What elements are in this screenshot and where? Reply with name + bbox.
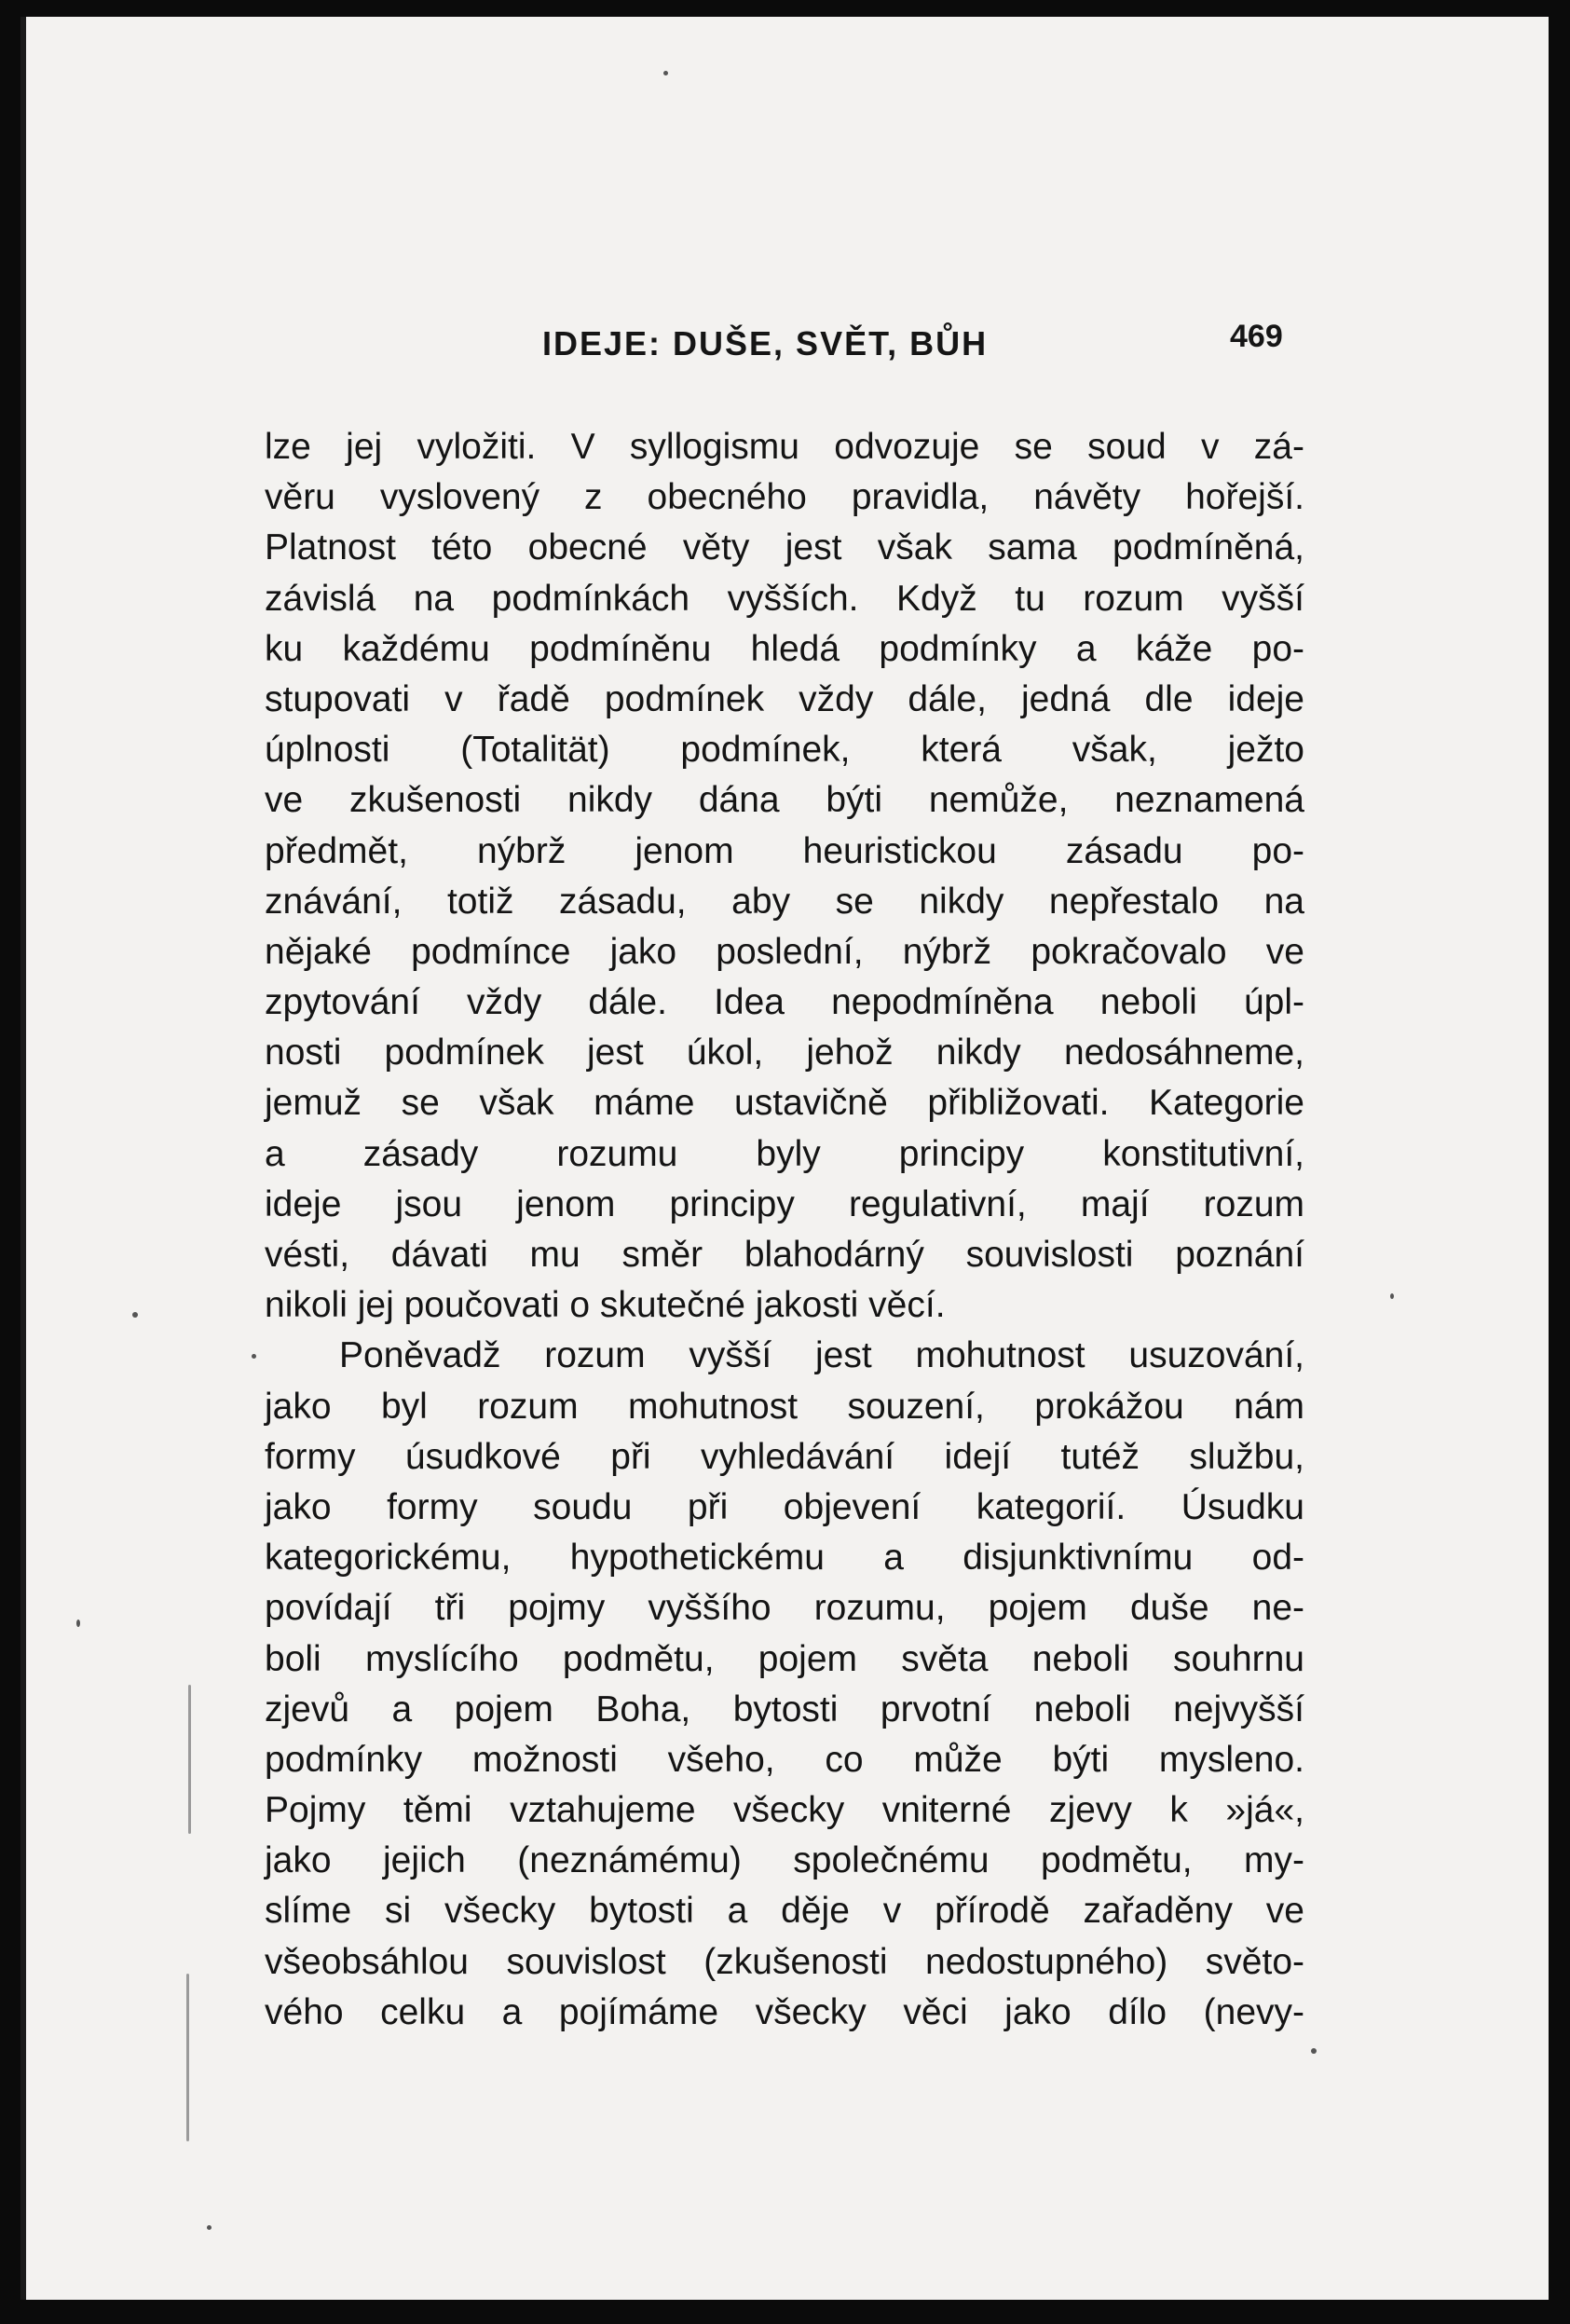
text-line: a zásady rozumu byly principy konstitutivní, (265, 1133, 1304, 1174)
scan-speck (186, 1974, 189, 2141)
text-line: vého celku a pojímáme všecky věci jako dílo (nevy- (265, 1991, 1304, 2032)
text-line: stupovati v řadě podmínek vždy dále, jedná dle ideje (265, 678, 1304, 719)
text-line: všeobsáhlou souvislost (zkušenosti nedostupného) světo- (265, 1941, 1304, 1982)
text-line: závislá na podmínkách vyšších. Když tu rozum vyšší (265, 578, 1304, 619)
text-line: znávání, totiž zásadu, aby se nikdy nepřestalo na (265, 881, 1304, 922)
text-line: zpytování vždy dále. Idea nepodmíněna neboli úpl- (265, 982, 1304, 1023)
text-line: Poněvadž rozum vyšší jest mohutnost usuzování, (339, 1335, 1304, 1376)
page-number: 469 (1230, 319, 1283, 354)
text-line: kategorickému, hypothetickému a disjunktivnímu od- (265, 1538, 1304, 1579)
text-line: Platnost této obecné věty jest však sama podmíněná, (265, 527, 1304, 568)
text-line: jako byl rozum mohutnost souzení, prokážou nám (265, 1386, 1304, 1427)
scan-speck (1390, 1293, 1394, 1299)
text-line: předmět, nýbrž jenom heuristickou zásadu po- (265, 830, 1304, 871)
text-line: věru vyslovený z obecného pravidla, návěty hořejší. (265, 477, 1304, 518)
scan-speck (132, 1312, 138, 1318)
text-line: slíme si všecky bytosti a děje v přírodě zařaděny ve (265, 1891, 1304, 1932)
text-line: nosti podmínek jest úkol, jehož nikdy nedosáhneme, (265, 1032, 1304, 1073)
scan-speck (252, 1354, 256, 1359)
text-line: jako formy soudu při objevení kategorií. Úsudku (265, 1486, 1304, 1527)
running-head (20, 319, 1549, 380)
text-line: Pojmy těmi vztahujeme všecky vniterné zjevy k »já«, (265, 1790, 1304, 1831)
text-line: podmínky možnosti všeho, co může býti mysleno. (265, 1739, 1304, 1780)
text-line: boli myslícího podmětu, pojem světa neboli souhrnu (265, 1638, 1304, 1679)
text-line: zjevů a pojem Boha, bytosti prvotní neboli nejvyšší (265, 1688, 1304, 1729)
text-line: nikoli jej poučovati o skutečné jakosti věcí. (265, 1285, 946, 1326)
scan-speck (663, 71, 668, 75)
text-line: lze jej vyložiti. V syllogismu odvozuje se soud v zá- (265, 427, 1304, 467)
text-line: ku každému podmíněnu hledá podmínky a káže po- (265, 628, 1304, 669)
scan-speck (1311, 2048, 1317, 2054)
text-line: jako jejich (neznámému) společnému podmětu, my- (265, 1840, 1304, 1881)
text-line: vésti, dávati mu směr blahodárný souvislosti poznání (265, 1235, 1304, 1275)
scan-speck (76, 1620, 80, 1627)
running-head-title: IDEJE: DUŠE, SVĚT, BŮH (542, 324, 989, 362)
text-line: ideje jsou jenom principy regulativní, mají rozum (265, 1183, 1304, 1224)
text-line: nějaké podmínce jako poslední, nýbrž pokračovalo ve (265, 931, 1304, 972)
text-line: úplnosti (Totalität) podmínek, která však, ježto (265, 730, 1304, 771)
page-edge-shadow (20, 17, 26, 2300)
scan-speck (188, 1685, 191, 1834)
scan-speck (207, 2225, 212, 2230)
text-line: formy úsudkové při vyhledávání idejí tutéž službu, (265, 1436, 1304, 1477)
text-line: jemuž se však máme ustavičně přibližovati. Kategorie (265, 1083, 1304, 1124)
body-text (265, 422, 1304, 2038)
text-line: ve zkušenosti nikdy dána býti nemůže, neznamená (265, 780, 1304, 821)
book-page (20, 17, 1549, 2300)
text-line: povídají tři pojmy vyššího rozumu, pojem duše ne- (265, 1588, 1304, 1629)
